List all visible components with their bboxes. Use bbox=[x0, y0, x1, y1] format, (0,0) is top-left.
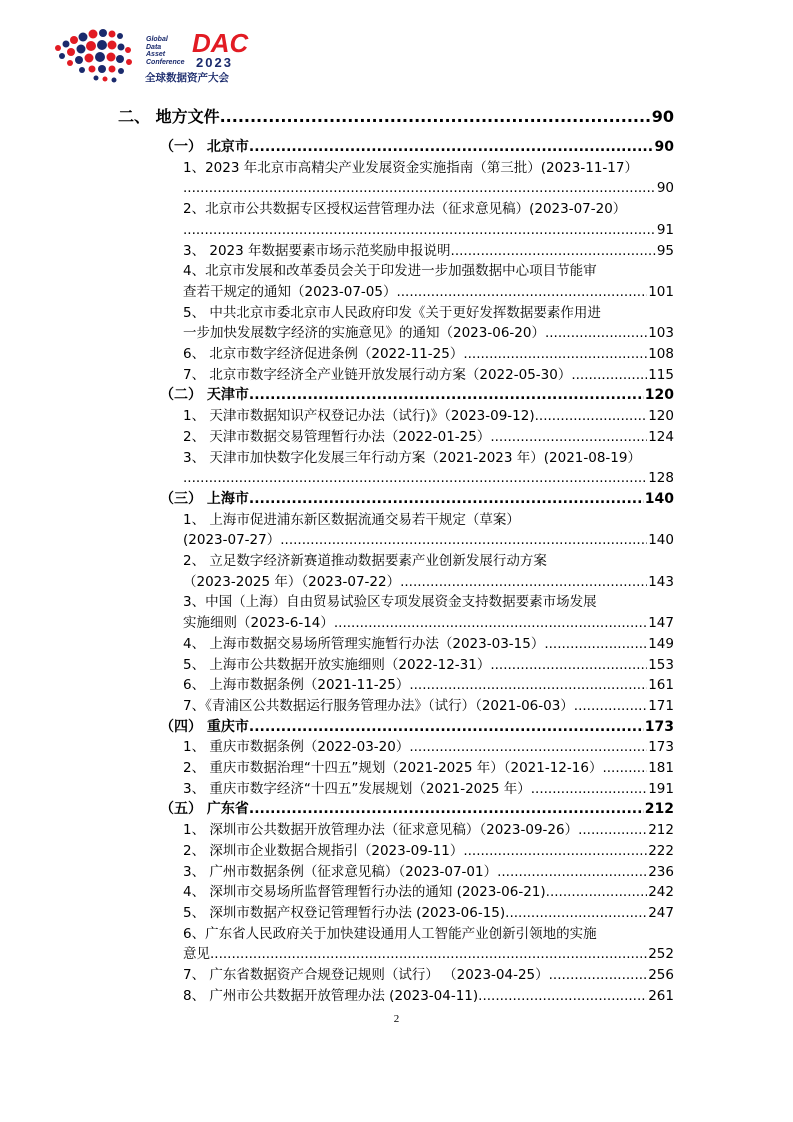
toc-page-number: 212 bbox=[648, 822, 674, 839]
toc-leader bbox=[490, 654, 647, 676]
toc-entry-title: 1、2023 年北京市高精尖产业发展资金实施指南（第三批）(2023-11-17） bbox=[183, 159, 638, 176]
toc-entry[interactable] bbox=[183, 736, 674, 758]
toc-entry-continuation[interactable] bbox=[183, 467, 674, 489]
toc-page-number: 140 bbox=[644, 490, 674, 507]
toc-entry[interactable] bbox=[183, 405, 674, 427]
toc-entry-title: 4、 深圳市交易场所监督管理暂行办法的通知 (2023-06-21) bbox=[183, 884, 546, 901]
toc-entry[interactable] bbox=[183, 881, 674, 903]
toc-entry-first-line[interactable] bbox=[183, 923, 674, 945]
toc-page-number: 173 bbox=[648, 739, 674, 756]
toc-entry-title: 2、 重庆市数据治理“十四五”规划（2021-2025 年）（2021-12-16） bbox=[183, 760, 603, 776]
logo-word-asset: Asset bbox=[146, 51, 166, 58]
toc-entry-first-line[interactable] bbox=[183, 447, 674, 469]
toc-leader bbox=[490, 426, 647, 448]
toc-entry-title: 5、 深圳市数据产权登记管理暂行办法 (2023-06-15) bbox=[183, 904, 506, 921]
toc-entry-continuation[interactable] bbox=[183, 281, 674, 303]
toc-page-number: 252 bbox=[648, 946, 674, 963]
toc-entry-first-line[interactable] bbox=[183, 157, 674, 179]
toc-page-number: 181 bbox=[648, 760, 674, 776]
toc-entry-first-line[interactable] bbox=[183, 260, 674, 282]
toc-entry-title: （二） 天津市 bbox=[160, 387, 249, 404]
toc-page-number: 143 bbox=[648, 573, 674, 590]
toc-entry-title: 1、 天津市数据知识产权登记办法（试行)》（2023-09-12) bbox=[183, 408, 535, 425]
toc-entry-title: 2、北京市公共数据专区授权运营管理办法（征求意见稿）(2023-07-20） bbox=[183, 201, 627, 218]
toc-entry[interactable] bbox=[183, 674, 674, 696]
toc-entry-title: 3、 2023 年数据要素市场示范奖励申报说明 bbox=[183, 242, 451, 259]
toc-leader bbox=[497, 861, 647, 883]
logo-english-name bbox=[146, 36, 185, 66]
toc-entry-continuation[interactable] bbox=[183, 177, 674, 199]
toc-chapter-heading[interactable] bbox=[160, 798, 674, 820]
toc-entry[interactable] bbox=[183, 861, 674, 883]
toc-chapter-heading[interactable] bbox=[160, 136, 674, 158]
toc-entry[interactable] bbox=[183, 985, 674, 1007]
toc-page-number: 140 bbox=[648, 532, 674, 549]
toc-entry-continuation[interactable] bbox=[183, 943, 674, 965]
toc-entry-title: 3、 广州市数据条例（征求意见稿）（2023-07-01） bbox=[183, 863, 498, 880]
toc-leader bbox=[505, 902, 647, 924]
toc-section-heading[interactable] bbox=[118, 106, 674, 128]
toc-page-number: 115 bbox=[648, 366, 674, 383]
toc-entry-title: 3、 重庆市数字经济“十四五”发展规划（2021-2025 年） bbox=[183, 780, 531, 797]
toc-leader bbox=[535, 405, 648, 427]
toc-entry[interactable] bbox=[183, 819, 674, 841]
toc-leader bbox=[249, 384, 644, 406]
toc-entry[interactable] bbox=[183, 902, 674, 924]
toc-entry[interactable] bbox=[183, 964, 674, 986]
toc-page-number: 153 bbox=[648, 656, 674, 673]
toc-page-number: 90 bbox=[654, 139, 674, 155]
toc-page-number: 212 bbox=[644, 801, 674, 818]
toc-entry-title: （三） 上海市 bbox=[160, 490, 249, 507]
toc-page-number: 173 bbox=[644, 718, 674, 735]
toc-entry-first-line[interactable] bbox=[183, 591, 674, 613]
page-number: 2 bbox=[393, 1013, 400, 1025]
toc-entry[interactable] bbox=[183, 426, 674, 448]
toc-leader bbox=[280, 529, 647, 551]
toc-leader bbox=[578, 819, 647, 841]
toc-entry-title: 2、 立足数字经济新赛道推动数据要素产业创新发展行动方案 bbox=[183, 553, 547, 569]
toc-leader bbox=[400, 571, 647, 593]
toc-entry-title: （一） 北京市 bbox=[160, 139, 249, 155]
toc-leader bbox=[249, 136, 654, 158]
toc-leader bbox=[574, 695, 647, 717]
toc-page-number: 101 bbox=[648, 283, 674, 300]
toc-entry[interactable] bbox=[183, 654, 674, 676]
toc-entry-title: 1、 深圳市公共数据开放管理办法（征求意见稿）（2023-09-26） bbox=[183, 822, 579, 839]
toc-page-number: 91 bbox=[656, 221, 674, 238]
toc-entry-first-line[interactable] bbox=[183, 550, 674, 572]
toc-entry-title: 2、 天津市数据交易管理暂行办法（2022-01-25） bbox=[183, 428, 491, 445]
toc-entry[interactable] bbox=[183, 695, 674, 717]
toc-entry-title: 4、北京市发展和改革委员会关于印发进一步加强数据中心项目节能审 bbox=[183, 263, 597, 280]
toc-leader bbox=[334, 612, 647, 634]
toc-entry-title: 4、 上海市数据交易场所管理实施暂行办法（2023-03-15） bbox=[183, 635, 545, 652]
toc-entry-continuation[interactable] bbox=[183, 529, 674, 551]
logo-brand: DAC bbox=[192, 28, 249, 58]
toc-leader bbox=[220, 106, 651, 128]
toc-entry-title: 6、广东省人民政府关于加快建设通用人工智能产业创新引领地的实施 bbox=[183, 925, 597, 942]
toc-page-number: 120 bbox=[644, 387, 674, 404]
toc-entry[interactable] bbox=[183, 757, 674, 779]
toc-page-number: 222 bbox=[648, 842, 674, 859]
toc-chapter-heading[interactable] bbox=[160, 716, 674, 738]
toc-leader bbox=[602, 757, 647, 779]
toc-chapter-heading[interactable] bbox=[160, 384, 674, 406]
toc-entry[interactable] bbox=[183, 364, 674, 386]
toc-entry-title: 意见 bbox=[183, 946, 210, 963]
toc-entry-title: 查若干规定的通知（2023-07-05） bbox=[183, 283, 397, 300]
logo-word-conference: Conference bbox=[146, 58, 185, 66]
toc-entry-title: 7、 广东省数据资产合规登记规则（试行） （2023-04-25） bbox=[183, 967, 549, 983]
toc-leader bbox=[183, 467, 647, 489]
logo-word-data: Data bbox=[146, 43, 162, 51]
toc-entry-title: 5、 中共北京市委北京市人民政府印发《关于更好发挥数据要素作用进 bbox=[183, 304, 601, 321]
toc-entry-title: 6、 上海市数据条例（2021-11-25） bbox=[183, 677, 410, 694]
toc-entry-title: 2、 深圳市企业数据合规指引（2023-09-11） bbox=[183, 842, 464, 859]
toc-entry-title: 7、《青浦区公共数据运行服务管理办法》（试行）（2021-06-03） bbox=[183, 697, 574, 714]
toc-page-number: 120 bbox=[648, 408, 674, 425]
toc-page-number: 171 bbox=[648, 697, 674, 714]
toc-leader bbox=[531, 778, 647, 800]
toc-entry-title: 3、 天津市加快数字化发展三年行动方案（2021-2023 年）(2021-08-19） bbox=[183, 449, 641, 466]
toc-leader bbox=[183, 219, 656, 241]
logo-chinese-name: 全球数据资产大会 bbox=[145, 72, 229, 84]
toc-entry[interactable] bbox=[183, 343, 674, 365]
toc-leader bbox=[463, 840, 647, 862]
logo-word-global: Global bbox=[146, 36, 168, 43]
logo-dots-icon bbox=[50, 22, 146, 90]
toc-entry[interactable] bbox=[183, 240, 674, 262]
logo-year: 2023 bbox=[196, 55, 233, 70]
toc-leader bbox=[571, 364, 647, 386]
toc-page-number: 128 bbox=[648, 470, 674, 487]
toc-section-title: 二、 地方文件 bbox=[118, 107, 220, 126]
toc-entry-title: 1、 上海市促进浦东新区数据流通交易若干规定（草案） bbox=[183, 511, 520, 528]
toc-leader bbox=[546, 881, 648, 903]
toc-leader bbox=[409, 736, 647, 758]
toc-entry-title: 7、 北京市数字经济全产业链开放发展行动方案（2022-05-30） bbox=[183, 366, 572, 383]
toc-leader bbox=[549, 964, 648, 986]
toc-section-page: 90 bbox=[651, 107, 674, 126]
toc-leader bbox=[463, 343, 647, 365]
toc-entry-title: （四） 重庆市 bbox=[160, 718, 249, 735]
conference-logo bbox=[50, 22, 250, 90]
toc-entry-continuation[interactable] bbox=[183, 571, 674, 593]
toc-leader bbox=[545, 322, 647, 344]
toc-page-number: 95 bbox=[656, 242, 674, 259]
toc-chapter-heading[interactable] bbox=[160, 488, 674, 510]
toc-entry-title: 1、 重庆市数据条例（2022-03-20） bbox=[183, 739, 410, 756]
toc-page-number: 161 bbox=[648, 677, 674, 694]
toc-page-number: 191 bbox=[648, 780, 674, 797]
toc-leader bbox=[409, 674, 647, 696]
toc-entry[interactable] bbox=[183, 840, 674, 862]
toc-entry-title: 6、 北京市数字经济促进条例（2022-11-25） bbox=[183, 346, 464, 362]
toc-leader bbox=[249, 488, 644, 510]
toc-leader bbox=[210, 943, 647, 965]
toc-leader bbox=[544, 633, 647, 655]
toc-entry-title: （2023-2025 年）（2023-07-22） bbox=[183, 573, 401, 590]
toc-entry-title: 一步加快发展数字经济的实施意见》的通知（2023-06-20） bbox=[183, 325, 545, 342]
toc-leader bbox=[478, 985, 647, 1007]
toc-page-number: 147 bbox=[648, 615, 674, 632]
toc-leader bbox=[183, 177, 656, 199]
toc-page-number: 90 bbox=[656, 180, 674, 197]
toc-page-number: 108 bbox=[648, 346, 674, 362]
toc-leader bbox=[249, 716, 644, 738]
toc-page-number: 103 bbox=[648, 325, 674, 342]
toc-entry-title: （五） 广东省 bbox=[160, 801, 249, 818]
toc-entry-first-line[interactable] bbox=[183, 198, 674, 220]
toc-page-number: 242 bbox=[648, 884, 674, 901]
toc-entry-continuation[interactable] bbox=[183, 219, 674, 241]
toc-page-number: 149 bbox=[648, 635, 674, 652]
toc-leader bbox=[249, 798, 644, 820]
toc-entry[interactable] bbox=[183, 778, 674, 800]
toc-entry-first-line[interactable] bbox=[183, 509, 674, 531]
toc-page-number: 256 bbox=[648, 967, 674, 983]
toc-entry-title: 5、 上海市公共数据开放实施细则（2022-12-31） bbox=[183, 656, 491, 673]
toc-leader bbox=[396, 281, 647, 303]
toc-page-number: 124 bbox=[648, 428, 674, 445]
toc-entry-continuation[interactable] bbox=[183, 612, 674, 634]
toc-entry-title: 实施细则（2023-6-14） bbox=[183, 615, 334, 632]
toc-entry-continuation[interactable] bbox=[183, 322, 674, 344]
toc-entry-title: 8、 广州市公共数据开放管理办法 (2023-04-11) bbox=[183, 987, 479, 1004]
toc-page-number: 236 bbox=[648, 863, 674, 880]
toc-page-number: 261 bbox=[648, 987, 674, 1004]
toc-entry[interactable] bbox=[183, 633, 674, 655]
toc-entry-title: 3、中国（上海）自由贸易试验区专项发展资金支持数据要素市场发展 bbox=[183, 594, 597, 611]
toc-entry-first-line[interactable] bbox=[183, 302, 674, 324]
toc-entry-title: (2023-07-27） bbox=[183, 532, 281, 549]
toc-leader bbox=[451, 240, 656, 262]
toc-page-number: 247 bbox=[648, 904, 674, 921]
